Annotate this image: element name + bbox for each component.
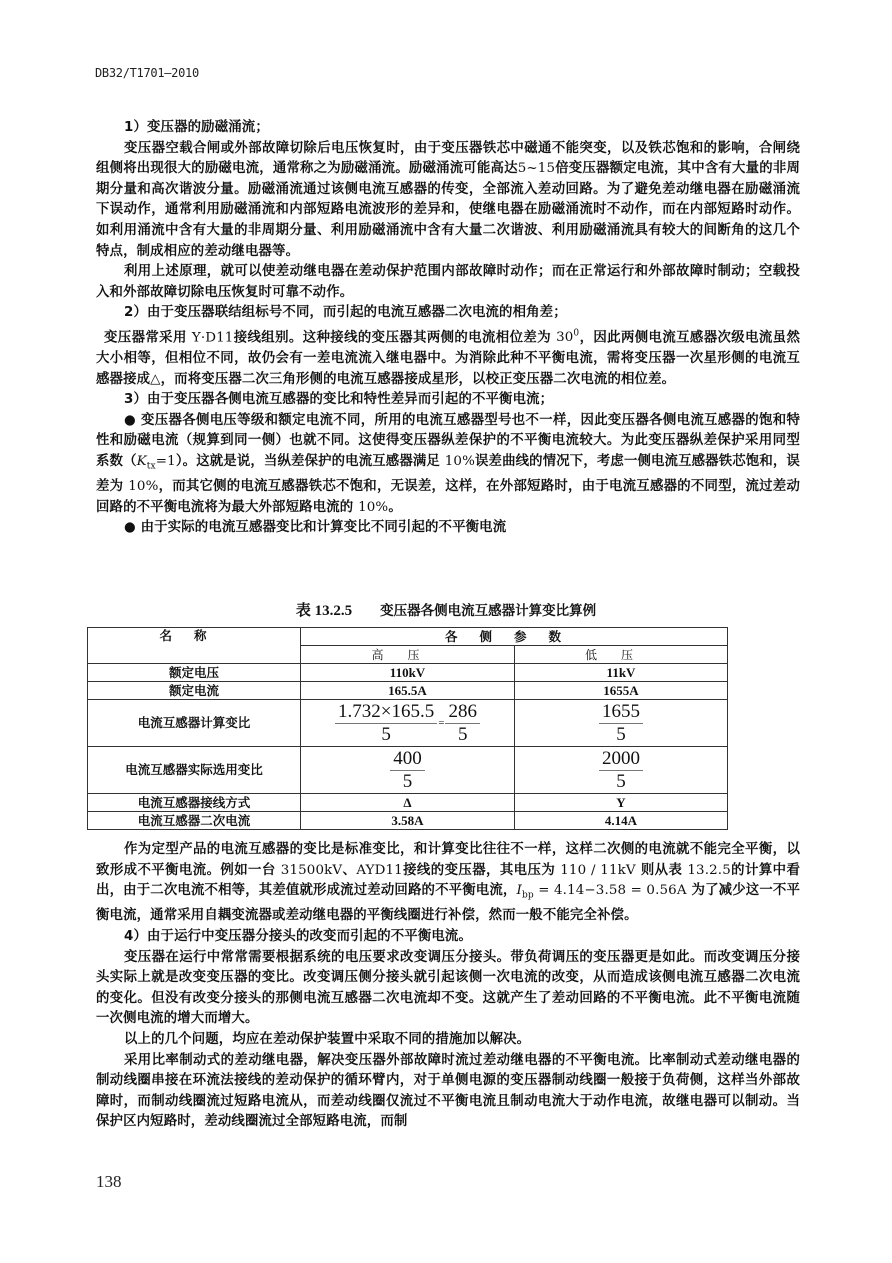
text: 。 [388,499,402,515]
ratio-restraint-paragraph: 采用比率制动式的差动继电器，解决变压器外部故障时流过差动继电器的不平衡电流。比率制动式差动继电器的制动线圈串接在环流法接线的差动保护的循环臂内，对于单侧电源的变压器制动线圈一般接于负荷侧，这样当外部故障时，而制动线圈流过短路电流从，而差动线圈仅流过不平衡电流且制动电流大于动作电流，故继电器可以制动。当保护区内短路时，差动线圈流过全部短路电流，而制 [96,1052,800,1130]
text: 倍变压器额定电流，其中含有大量的非周期分量和高次谐波分量。励磁涌流通过该侧电流互感器的传变，全部流入差动回路。为了避免差动继电器在励磁涌流下误动作，通常利用励磁涌流和内部短路电流波形的差异和，使继电器在励磁涌流时不动作，而在内部短路时动作。如利用涌流中含有大量的非周期分量、利用励磁涌流中含有大量二次谐波、利用励磁涌流具有较大的间断角的这几个特点，制成相应的差动继电器等。 [96,161,800,259]
text: 误差曲线的情况下，考虑一侧电流互感器铁芯饱和，误差为 [96,453,800,495]
section-4-title: 4）由于运行中变压器分接头的改变而引起的不平衡电流。 [124,929,472,945]
text: 接线的变压器，其电压为 [402,862,556,878]
header-name: 名称 [88,628,301,664]
text: ，而其它侧的电流互感器铁芯不饱和，无误差，这样，在外部短路时，由于电流互感器的不同型，流过差动回路的不平衡电流将为最大外部短路电流的 [96,479,800,515]
section-1-title: 1）变压器的励磁涌流； [124,120,269,135]
document-code: DB32/T1701—2010 [95,66,199,80]
header-low: 低压 [515,646,728,664]
text: 接线组别。这种接线的变压器其两侧的电流相位差为 [233,330,551,346]
high-value: 110kV [301,664,515,682]
table-row [88,664,728,682]
ratio-table [87,627,728,830]
low-value: 4.14A [515,812,728,830]
table-row [88,700,728,747]
row-name: 电流互感器二次电流 [88,812,301,830]
table-ref: 13.2.5 [687,862,731,878]
table-number: 表 13.2.5 [295,603,353,619]
high-value: 3.58A [301,812,515,830]
text: ）。这就是说，当纵差保护的电流互感器满足 [175,453,440,469]
text: ，因此两侧电流互感器次级电流虽然大小相等，但相位不同，故仍会有一差电流流入继电器中。为消除此种不平衡电流，需将变压器一次星形侧的电流互感器接成△，而将变压器二次三角形侧的电流互感器接成星形，以校正变压器二次电流的相位差。 [96,330,801,387]
capacity: 31500kV [280,862,343,878]
section-3-title: 3）由于变压器各侧电流互感器的变比和特性差异而引起的不平衡电流； [124,392,554,408]
table-row [88,682,728,700]
body-text-upper [96,118,800,539]
row-name: 额定电流 [88,682,301,700]
fraction: $\frac{1.732\times 165.5}{5}$ [335,701,437,746]
fraction: $\frac{400}{5}$ [390,748,425,793]
section-3-bullet-2: ● 由于实际的电流互感器变比和计算变比不同引起的不平衡电流 [124,520,507,536]
percent: 10% [358,499,389,515]
summary-paragraph: 以上的几个问题，均应在差动保护装置中采取不同的措施加以解决。 [124,1032,531,1048]
range-value: 5~15 [517,161,556,177]
percent: 10% [128,479,159,495]
header-params: 各侧参数 [301,628,728,646]
percent: 10% [444,453,475,469]
low-fraction [515,747,728,794]
low-fraction [515,700,728,747]
section-2-paragraph [96,324,800,390]
connection-group: AYD11 [356,862,403,878]
fraction: $\frac{2000}{5}$ [599,748,643,793]
section-3-bullet-1 [96,411,800,519]
section-1-paragraph [96,139,800,263]
text: 、 [342,862,357,878]
fraction: $\frac{286}{5}$ [445,701,480,746]
table-row [88,794,728,812]
unbalanced-current: $I_{bp} = 4.14-3.58 = 0.56A$ [516,883,687,901]
phase-angle: $30^0$ [556,328,580,346]
voltage: 110 / 11kV [560,862,636,878]
coefficient: $K_{tx}=1$ [136,453,176,472]
row-name: 电流互感器实际选用变比 [88,747,301,794]
row-name: 电流互感器接线方式 [88,794,301,812]
text: ● 变压器各侧电压等级和额定电流不同，所用的电流互感器型号也不一样，因此变压器各侧电流互感器的饱和特性和励磁电流（规算到同一侧）也就不同。这使得变压器纵差保护的不平衡电流较大。为此变压器纵差保护采用同型系数（ [96,412,800,469]
body-text-lower [96,840,800,1133]
high-value: Δ [301,794,515,812]
text: 则从表 [640,862,683,878]
low-value: 1655A [515,682,728,700]
section-1-paragraph-2: 利用上述原理，就可以使差动继电器在差动保护范围内部故障时动作；而在正常运行和外部故障时制动；空载投入和外部故障切除电压恢复时可靠不动作。 [96,264,800,300]
high-value: 165.5A [301,682,515,700]
text: 的计算中看出，由于二次电流不相等，其差值就形成流过差动回路的不平衡电流， [96,862,800,899]
table-row [88,747,728,794]
high-fraction [301,747,515,794]
table-caption [0,599,892,620]
table-row [88,812,728,830]
row-name: 额定电压 [88,664,301,682]
low-value: 11kV [515,664,728,682]
text: 变压器空载合闸或外部故障切除后电压恢复时，由于变压器铁芯中磁通不能突变，以及铁芯饱和的影响，合闸绕组侧将出现很大的励磁电流，通常称之为励磁涌流。励磁涌流可能高达 [96,140,800,177]
low-value: Y [515,794,728,812]
text: 作为定型产品的电流互感器的变比是标准变比，和计算变比往往不一样，这样二次侧的电流就不能完全平衡，以致形成不平衡电流。例如一台 [96,842,800,878]
table-title: 变压器各侧电流互感器计算变比算例 [380,603,597,619]
page-number: 138 [96,1172,122,1191]
high-fraction [301,700,515,747]
fraction: $\frac{1655}{5}$ [599,701,643,746]
text: 为了减少这一不平衡电流，通常采用自耦变流器或差动继电器的平衡线圈进行补偿，然而一般不能完全补偿。 [96,883,800,924]
paragraph-ratio-example [96,840,800,927]
text: 变压器常采用 [104,330,187,346]
section-2-title: 2）由于变压器联结组标号不同，而引起的电流互感器二次电流的相角差； [124,305,567,321]
header-high: 高压 [301,646,515,664]
section-4-paragraph: 变压器在运行中常常需要根据系统的电压要求改变调压分接头。带负荷调压的变压器更是如此。而改变调压分接头实际上就是改变变压器的变比。改变调压侧分接头就引起该侧一次电流的改变，从而造成该侧电流互感器二次电流的变化。但没有改变分接头的那侧电流互感器二次电流却不变。这就产生了差动回路的不平衡电流。此不平衡电流随一次侧电流的增大而增大。 [96,949,800,1027]
connection-group: Y·D11 [191,330,234,346]
equals-sign: = [438,717,445,729]
row-name: 电流互感器计算变比 [88,700,301,747]
